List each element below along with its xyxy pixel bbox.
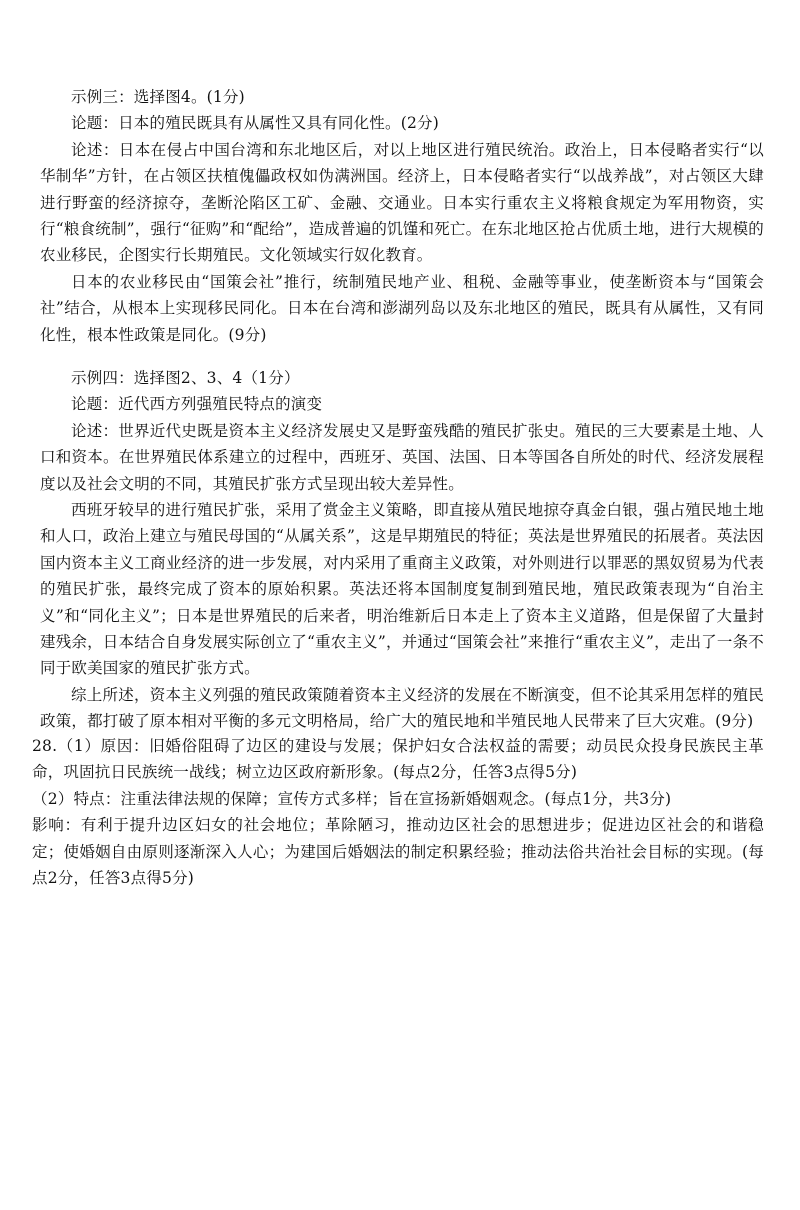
example-four-section <box>40 365 764 735</box>
example-three-argument-paragraph: 日本的农业移民由“国策会社”推行，统制殖民地产业、租税、金融等事业，使垄断资本与“国策会社”结合，从根本上实现移民同化。日本在台湾和澎湖列岛以及东北地区的殖民，既具有从属性，又有同化性，根本性政策是同化。(9分) <box>40 272 764 344</box>
question-28-section <box>32 733 764 891</box>
example-four-header: 示例四：选择图2、3、4（1分） <box>71 369 300 387</box>
question-28-impact: 影响：有利于提升边区妇女的社会地位；革除陋习，推动边区社会的思想进步；促进边区社会的和谐稳定；使婚姻自由原则逐渐深入人心；为建国后婚姻法的制定积累经验；推动法俗共治社会目标的实现。(每点2分，任答3点得5分) <box>32 816 764 888</box>
example-three-argument-paragraph: 论述：日本在侵占中国台湾和东北地区后，对以上地区进行殖民统治。政治上，日本侵略者实行“以华制华”方针，在占领区扶植傀儡政权如伪满洲国。经济上，日本侵略者实行“以战养战”，对占领区大肆进行野蛮的经济掠夺，垄断沦陷区工矿、金融、交通业。日本实行重农主义将粮食规定为军用物资，实行“粮食统制”，强行“征购”和“配给”，造成普遍的饥馑和死亡。在东北地区抢占优质土地，进行大规模的农业移民，企图实行长期殖民。文化领域实行奴化教育。 <box>40 140 764 265</box>
example-four-thesis: 论题：近代西方列强殖民特点的演变 <box>71 395 323 414</box>
example-four-argument-paragraph: 西班牙较早的进行殖民扩张，采用了赏金主义策略，即直接从殖民地掠夺真金白银，强占殖民地土地和人口，政治上建立与殖民母国的“从属关系”，这是早期殖民的特征；英法是世界殖民的拓展者。英法因国内资本主义工商业经济的进一步发展，对内采用了重商主义政策，对外则进行以罪恶的黑奴贸易为代表的殖民扩张，最终完成了资本的原始积累。英法还将本国制度复制到殖民地，殖民政策表现为“自治主义”和“同化主义”；日本是世界殖民的后来者，明治维新后日本走上了资本主义道路，但是保留了大量封建残余，日本结合自身发展实际创立了“重农主义”，并通过“国策会社”来推行“重农主义”，走出了一条不同于欧美国家的殖民扩张方式。 <box>40 501 764 678</box>
example-four-argument-paragraph: 综上所述，资本主义列强的殖民政策随着资本主义经济的发展在不断演变，但不论其采用怎样的殖民政策，都打破了原本相对平衡的多元文明格局，给广大的殖民地和半殖民地人民带来了巨大灾难。(9分) <box>40 685 764 731</box>
example-three-section <box>40 84 764 348</box>
example-four-argument-paragraph: 论述：世界近代史既是资本主义经济发展史又是野蛮残酷的殖民扩张史。殖民的三大要素是土地、人口和资本。在世界殖民体系建立的过程中，西班牙、英国、法国、日本等国各自所处的时代、经济发展程度以及社会文明的不同，其殖民扩张方式呈现出较大差异性。 <box>40 421 764 493</box>
example-three-thesis: 论题：日本的殖民既具有从属性又具有同化性。(2分) <box>71 114 439 133</box>
question-28-part-1: 28.（1）原因：旧婚俗阻碍了边区的建设与发展；保护妇女合法权益的需要；动员民众投身民族民主革命，巩固抗日民族统一战线；树立边区政府新形象。(每点2分，任答3点得5分) <box>32 737 764 782</box>
example-three-header: 示例三：选择图4。(1分) <box>71 88 245 106</box>
question-28-part-2: （2）特点：注重法律法规的保障；宣传方式多样；旨在宣扬新婚姻观念。(每点1分，共3分) <box>32 789 672 808</box>
